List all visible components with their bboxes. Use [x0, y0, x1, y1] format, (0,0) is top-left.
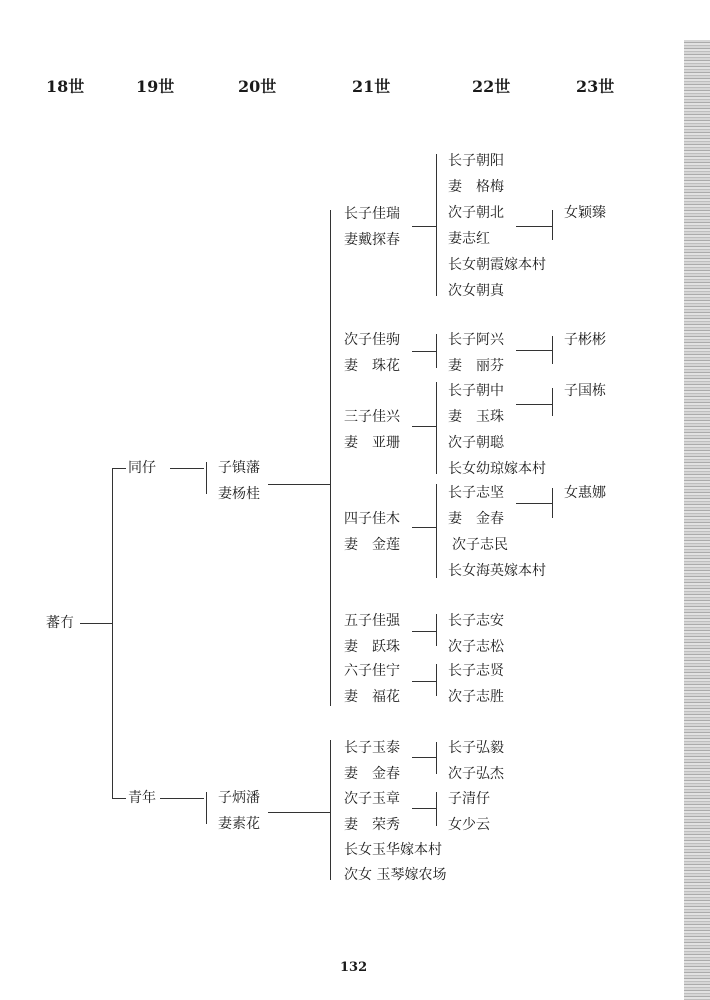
b1-son1-wife: 妻戴探春	[344, 232, 400, 248]
b2-son1-connector	[412, 757, 436, 758]
b1-son4-connector	[412, 527, 436, 528]
b1s6-child2: 次子志胜	[448, 689, 504, 705]
b1s3-child3: 次子朝聪	[448, 435, 504, 451]
page-number: 132	[340, 960, 368, 975]
branch1-couple-bracket	[206, 462, 207, 494]
b1-son4: 四子佳木	[344, 511, 400, 527]
b1-son1-children-bracket	[436, 154, 437, 296]
b1-son3-connector	[412, 426, 436, 427]
b1s1-child4: 妻志红	[448, 231, 490, 247]
b1s2-couple-bracket	[552, 336, 553, 364]
root-connector	[80, 623, 112, 624]
b1s1-child6: 次女朝真	[448, 283, 504, 299]
b1s1-child3: 次子朝北	[448, 205, 504, 221]
b1-son5: 五子佳强	[344, 613, 400, 629]
b1s5-child1: 长子志安	[448, 613, 504, 629]
generation-21: 21世	[352, 77, 391, 96]
b1s4-couple-connector	[516, 503, 552, 504]
generation-18: 18世	[46, 77, 85, 96]
b2-daughter1: 长女玉华嫁本村	[344, 842, 442, 858]
b2-son2-wife: 妻 荣秀	[344, 817, 400, 833]
b1s2-child1: 长子阿兴	[448, 332, 504, 348]
branch2-wife: 妻素花	[218, 816, 260, 832]
b1-son2-connector	[412, 351, 436, 352]
b1s2-couple-connector	[516, 350, 552, 351]
b1-son6-connector	[412, 681, 436, 682]
b1-son1-connector	[412, 226, 436, 227]
generation-22: 22世	[472, 77, 511, 96]
b1s4-grandchild: 女惠娜	[564, 485, 606, 501]
b1-son2-wife: 妻 珠花	[344, 358, 400, 374]
b1-son3-children-bracket	[436, 382, 437, 474]
b1-son5-wife: 妻 跃珠	[344, 639, 400, 655]
b1s1-grandchild: 女颖臻	[564, 205, 606, 221]
b2-son1: 长子玉泰	[344, 740, 400, 756]
b1s1-child1: 长子朝阳	[448, 153, 504, 169]
generation-20: 20世	[238, 77, 277, 96]
branch1-wife: 妻杨桂	[218, 486, 260, 502]
b1-son3-wife: 妻 亚珊	[344, 435, 400, 451]
b2-daughter2: 次女 玉琴嫁农场	[344, 867, 447, 883]
generation-23: 23世	[576, 77, 615, 96]
b1-son3: 三子佳兴	[344, 409, 400, 425]
scan-shadow-edge	[684, 40, 710, 1000]
b1-son6-children-bracket	[436, 664, 437, 696]
b1s4-couple-bracket	[552, 488, 553, 518]
b1s4-child2: 妻 金春	[448, 511, 504, 527]
b1-son6-wife: 妻 福花	[344, 689, 400, 705]
b1-son2-children-bracket	[436, 334, 437, 368]
b1-son4-children-bracket	[436, 484, 437, 578]
b1-son5-children-bracket	[436, 614, 437, 646]
branch2-to-sons	[268, 812, 330, 813]
b1-son1: 长子佳瑞	[344, 206, 400, 222]
root-name: 蕃冇	[46, 615, 74, 631]
b1-son6: 六子佳宁	[344, 663, 400, 679]
b1s3-child4: 长女幼琼嫁本村	[448, 461, 546, 477]
b1s2-grandchild: 子彬彬	[564, 332, 606, 348]
b2-son2-children-bracket	[436, 792, 437, 826]
b1s3-child2: 妻 玉珠	[448, 409, 504, 425]
b1-son5-connector	[412, 631, 436, 632]
b1s1-child5: 长女朝霞嫁本村	[448, 257, 546, 273]
b2-son2: 次子玉章	[344, 791, 400, 807]
branch2-son: 子炳潘	[218, 790, 260, 806]
branch2-couple-bracket	[206, 792, 207, 824]
b1s1-child2: 妻 格梅	[448, 179, 504, 195]
branch1-to-sons	[268, 484, 330, 485]
b2-son2-connector	[412, 808, 436, 809]
b2s2-child2: 女少云	[448, 817, 490, 833]
b1s3-couple-connector	[516, 404, 552, 405]
b1s6-child1: 长子志贤	[448, 663, 504, 679]
b1-son2: 次子佳驹	[344, 332, 400, 348]
b1s4-child3: 次子志民	[452, 537, 508, 553]
branch1-connector	[170, 468, 204, 469]
b1s2-child2: 妻 丽芬	[448, 358, 504, 374]
b1s4-child1: 长子志坚	[448, 485, 504, 501]
branch2-tick	[112, 798, 126, 799]
branch2-connector	[160, 798, 204, 799]
branch1-tick	[112, 468, 126, 469]
root-bracket	[112, 468, 113, 798]
branch1-sons-bracket	[330, 210, 331, 706]
b1s3-couple-bracket	[552, 388, 553, 416]
branch2-name: 青年	[128, 790, 156, 806]
b2s2-child1: 子清仔	[448, 791, 490, 807]
b2s1-child1: 长子弘毅	[448, 740, 504, 756]
generation-19: 19世	[136, 77, 175, 96]
b2s1-child2: 次子弘杰	[448, 766, 504, 782]
b1s1-couple-bracket	[552, 210, 553, 240]
b1s3-child1: 长子朝中	[448, 383, 504, 399]
b2-son1-children-bracket	[436, 742, 437, 774]
branch1-name: 同仔	[128, 460, 156, 476]
b1s4-child4: 长女海英嫁本村	[448, 563, 546, 579]
branch2-sons-bracket	[330, 740, 331, 880]
b1s5-child2: 次子志松	[448, 639, 504, 655]
b2-son1-wife: 妻 金春	[344, 766, 400, 782]
b1-son4-wife: 妻 金莲	[344, 537, 400, 553]
branch1-son: 子镇藩	[218, 460, 260, 476]
b1s3-grandchild: 子国栋	[564, 383, 606, 399]
b1s1-couple-connector	[516, 226, 552, 227]
